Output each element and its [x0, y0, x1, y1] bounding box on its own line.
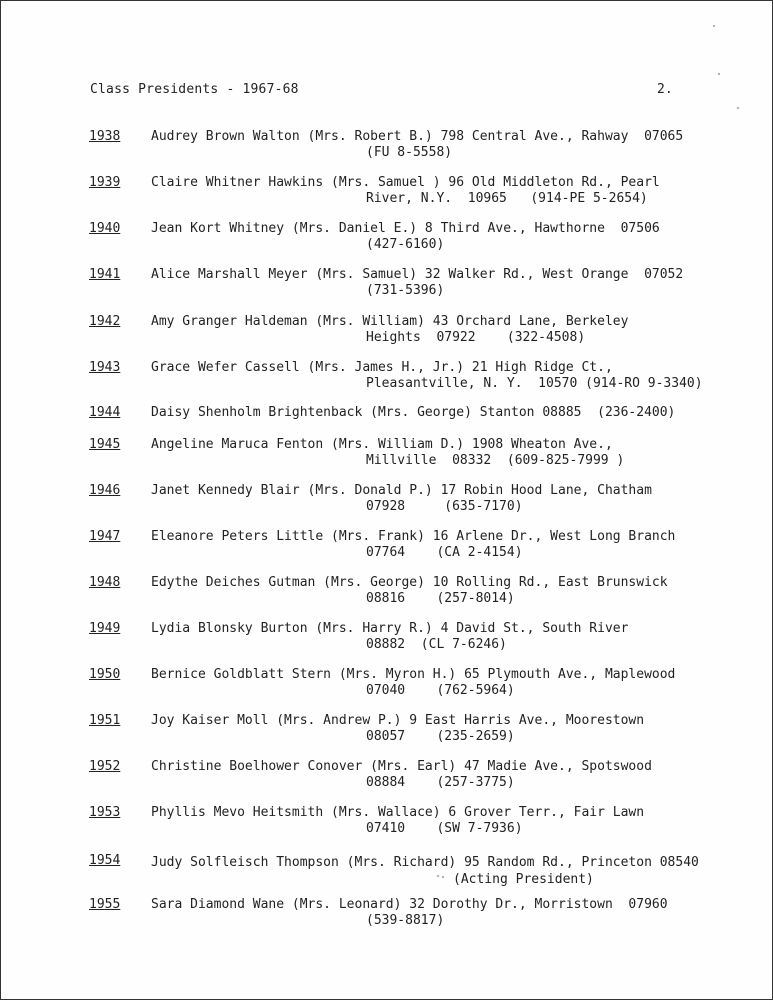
entry-line-1: Edythe Deiches Gutman (Mrs. George) 10 Rolling Rd., East Brunswick — [151, 575, 668, 590]
class-year: 1941 — [89, 267, 121, 282]
entry-line-1: Janet Kennedy Blair (Mrs. Donald P.) 17 Robin Hood Lane, Chatham — [151, 483, 652, 498]
class-year: 1938 — [89, 129, 121, 144]
class-year: 1954 — [89, 853, 121, 868]
entry-line-2: 08057 (235-2659) — [366, 729, 515, 744]
class-year: 1945 — [89, 437, 121, 452]
entry-line-1: Claire Whitner Hawkins (Mrs. Samuel ) 96 Old Middleton Rd., Pearl — [151, 175, 660, 190]
entry-line-1: Christine Boelhower Conover (Mrs. Earl) 47 Madie Ave., Spotswood — [151, 759, 652, 774]
entry-line-1: Lydia Blonsky Burton (Mrs. Harry R.) 4 David St., South River — [151, 621, 629, 636]
entry-line-1: Bernice Goldblatt Stern (Mrs. Myron H.) 65 Plymouth Ave., Maplewood — [151, 667, 676, 682]
entry-line-2: (731-5396) — [366, 283, 445, 298]
class-year: 1947 — [89, 529, 121, 544]
entry-line-2: 07410 (SW 7-7936) — [366, 821, 523, 836]
entry-line-2: 07928 (635-7170) — [366, 499, 523, 514]
entry-line-1: Eleanore Peters Little (Mrs. Frank) 16 Arlene Dr., West Long Branch — [151, 529, 676, 544]
entry-line-2: 08882 (CL 7-6246) — [366, 637, 507, 652]
entry-line-2: 08884 (257-3775) — [366, 775, 515, 790]
entry-line-2: Pleasantville, N. Y. 10570 (914-RO 9-3340) — [366, 376, 703, 391]
scan-speck — [737, 107, 739, 109]
class-year: 1950 — [89, 667, 121, 682]
scan-speck — [713, 25, 715, 27]
class-year: 1948 — [89, 575, 121, 590]
class-year: 1952 — [89, 759, 121, 774]
entry-line-1: Angeline Maruca Fenton (Mrs. William D.) 1908 Wheaton Ave., — [151, 437, 613, 452]
entry-line-2: 07764 (CA 2-4154) — [366, 545, 523, 560]
class-year: 1943 — [89, 360, 121, 375]
entry-line-2: (427-6160) — [366, 237, 445, 252]
page-number: 2. — [657, 82, 673, 97]
page-title: Class Presidents - 1967-68 — [90, 82, 299, 97]
class-year: 1939 — [89, 175, 121, 190]
entry-line-2: (539-8817) — [366, 913, 445, 928]
entry-line-1: Grace Wefer Cassell (Mrs. James H., Jr.) 21 High Ridge Ct., — [151, 360, 613, 375]
entry-line-2: (Acting President) — [453, 872, 594, 887]
entry-line-1: Judy Solfleisch Thompson (Mrs. Richard) 95 Random Rd., Princeton 08540 — [151, 855, 699, 870]
class-year: 1940 — [89, 221, 121, 236]
class-year: 1949 — [89, 621, 121, 636]
entry-line-1: Daisy Shenholm Brightenback (Mrs. George) Stanton 08885 (236-2400) — [151, 405, 676, 420]
scan-speck — [437, 875, 439, 877]
entry-line-1: Phyllis Mevo Heitsmith (Mrs. Wallace) 6 Grover Terr., Fair Lawn — [151, 805, 645, 820]
class-year: 1942 — [89, 314, 121, 329]
class-year: 1955 — [89, 897, 121, 912]
entry-line-1: Joy Kaiser Moll (Mrs. Andrew P.) 9 East Harris Ave., Moorestown — [151, 713, 645, 728]
class-year: 1944 — [89, 405, 121, 420]
class-year: 1951 — [89, 713, 121, 728]
entry-line-1: Sara Diamond Wane (Mrs. Leonard) 32 Dorothy Dr., Morristown 07960 — [151, 897, 668, 912]
entry-line-2: (FU 8-5558) — [366, 145, 453, 160]
entry-line-2: River, N.Y. 10965 (914-PE 5-2654) — [366, 191, 648, 206]
entry-line-2: 08816 (257-8014) — [366, 591, 515, 606]
scan-speck — [718, 73, 720, 75]
entry-line-2: Millville 08332 (609-825-7999 ) — [366, 453, 625, 468]
entry-line-2: 07040 (762-5964) — [366, 683, 515, 698]
class-year: 1946 — [89, 483, 121, 498]
entry-line-1: Audrey Brown Walton (Mrs. Robert B.) 798 Central Ave., Rahway 07065 — [151, 129, 684, 144]
entry-line-1: Alice Marshall Meyer (Mrs. Samuel) 32 Walker Rd., West Orange 07052 — [151, 267, 684, 282]
entry-line-1: Amy Granger Haldeman (Mrs. William) 43 Orchard Lane, Berkeley — [151, 314, 629, 329]
scan-speck — [442, 876, 444, 878]
entry-line-2: Heights 07922 (322-4508) — [366, 330, 586, 345]
class-year: 1953 — [89, 805, 121, 820]
entry-line-1: Jean Kort Whitney (Mrs. Daniel E.) 8 Third Ave., Hawthorne 07506 — [151, 221, 660, 236]
